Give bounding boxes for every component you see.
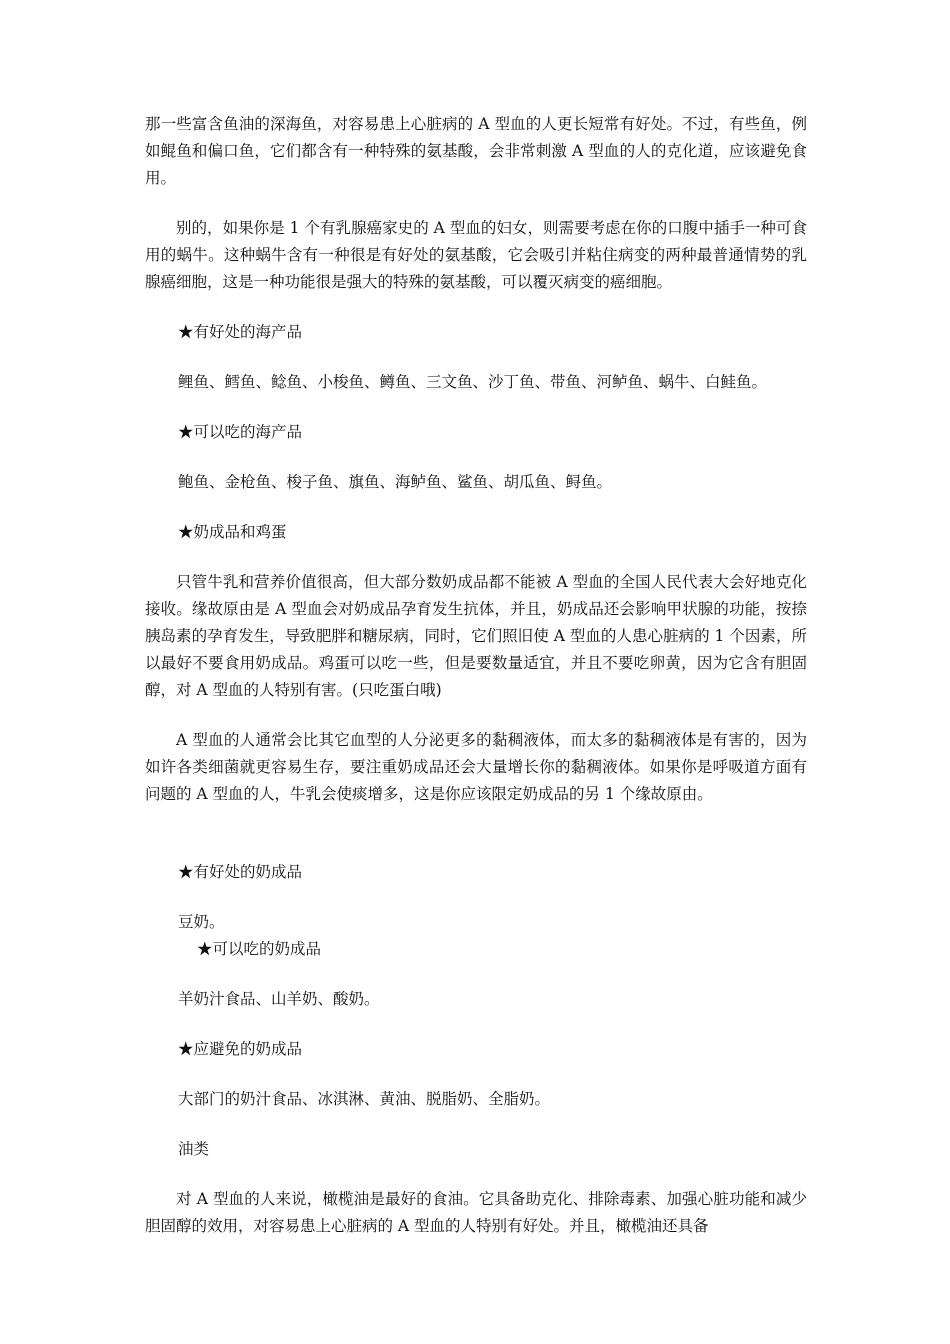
paragraph-deep-sea-fish: 那一些富含鱼油的深海鱼，对容易患上心脏病的 A 型血的人更长短常有好处。不过，有些鱼，例如鲲鱼和偏口鱼，它们都含有一种特殊的氨基酸，会非常刺激 A 型血的人的克化道，应该避免食用。 bbox=[145, 115, 807, 187]
list-beneficial-dairy: 豆奶。 bbox=[178, 913, 225, 931]
document-page bbox=[145, 111, 807, 1240]
heading-beneficial-dairy: ★有好处的奶成品 bbox=[178, 863, 303, 881]
paragraph-olive-oil: 对 A 型血的人来说，橄榄油是最好的食油。它具备助克化、排除毒素、加强心脏功能和减少胆固醇的效用，对容易患上心脏病的 A 型血的人特别有好处。并且，橄榄油还具备 bbox=[145, 1190, 807, 1235]
list-beneficial-seafood: 鲤鱼、鳕鱼、鲶鱼、小梭鱼、鳟鱼、三文鱼、沙丁鱼、带鱼、河鲈鱼、蜗牛、白鲑鱼。 bbox=[178, 373, 768, 391]
list-edible-seafood: 鲍鱼、金枪鱼、梭子鱼、旗鱼、海鲈鱼、鲨鱼、胡瓜鱼、鲟鱼。 bbox=[178, 473, 613, 491]
paragraph-dairy: 只管牛乳和营养价值很高，但大部分数奶成品都不能被 A 型血的全国人民代表大会好地克化接收。缘故原由是 A 型血会对奶成品孕育发生抗体，并且，奶成品还会影响甲状腺的功能，按捺胰岛素的孕育发生，导致肥胖和糖尿病，同时，它们照旧使 A 型血的人患心脏病的 1 个因素，所以最好不要食用奶成品。鸡蛋可以吃一些，但是要数量适宜，并且不要吃卵黄，因为它含有胆固醇，对 A 型血的人特别有害。(只吃蛋白哦) bbox=[145, 573, 807, 699]
list-edible-dairy: 羊奶汁食品、山羊奶、酸奶。 bbox=[178, 990, 380, 1008]
paragraph-mucus: A 型血的人通常会比其它血型的人分泌更多的黏稠液体，而太多的黏稠液体是有害的，因为如许各类细菌就更容易生存，要注重奶成品还会大量增长你的黏稠液体。如果你是呼吸道方面有问题的 A 型血的人，牛乳会使痰增多，这是你应该限定奶成品的另 1 个缘故原由。 bbox=[145, 731, 807, 803]
heading-oils: 油类 bbox=[178, 1140, 210, 1158]
paragraph-snail: 别的，如果你是 1 个有乳腺癌家史的 A 型血的妇女，则需要考虑在你的口腹中插手一种可食用的蜗牛。这种蜗牛含有一种很是有好处的氨基酸，它会吸引并粘住病变的两种最普通情势的乳腺癌细胞，这是一种功能很是强大的特殊的氨基酸，可以覆灭病变的癌细胞。 bbox=[145, 219, 807, 291]
heading-dairy-and-eggs: ★奶成品和鸡蛋 bbox=[178, 523, 287, 541]
heading-beneficial-seafood: ★有好处的海产品 bbox=[178, 323, 303, 341]
heading-edible-dairy: ★可以吃的奶成品 bbox=[197, 940, 322, 958]
heading-avoid-dairy: ★应避免的奶成品 bbox=[178, 1040, 303, 1058]
list-avoid-dairy: 大部门的奶汁食品、冰淇淋、黄油、脱脂奶、全脂奶。 bbox=[178, 1090, 551, 1108]
heading-edible-seafood: ★可以吃的海产品 bbox=[178, 423, 303, 441]
